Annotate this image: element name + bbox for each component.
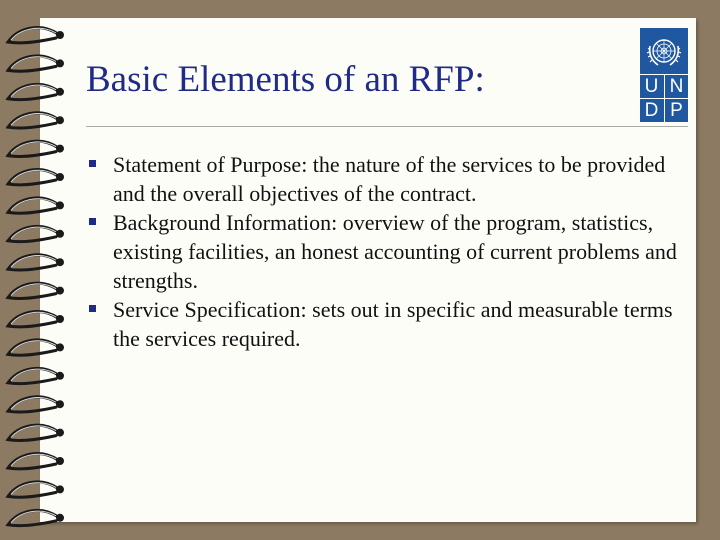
bullet-text: Statement of Purpose: the nature of the services to be provided and the overall objectives of the contract. xyxy=(113,152,666,206)
title-divider xyxy=(86,126,688,127)
bullet-text: Background Information: overview of the program, statistics, existing facilities, an honest accounting of current problems and strengths. xyxy=(113,210,677,293)
bullet-square-icon xyxy=(89,160,96,167)
binding-hole xyxy=(56,514,64,522)
binding-hole xyxy=(56,485,64,493)
binding-hole xyxy=(56,400,64,408)
binding-hole xyxy=(56,429,64,437)
binding-hole xyxy=(56,145,64,153)
binding-hole xyxy=(56,173,64,181)
binding-hole xyxy=(56,258,64,266)
spiral-binding-icon xyxy=(0,0,80,540)
logo-letter: U xyxy=(640,75,663,98)
binding-hole xyxy=(56,88,64,96)
un-emblem-icon xyxy=(644,32,684,72)
bullet-item xyxy=(86,208,686,295)
binding-hole xyxy=(56,457,64,465)
undp-logo xyxy=(640,28,688,122)
binding-hole xyxy=(56,315,64,323)
bullet-square-icon xyxy=(89,218,96,225)
slide-title: Basic Elements of an RFP: xyxy=(86,59,485,100)
binding-hole xyxy=(56,201,64,209)
binding-hole xyxy=(56,230,64,238)
binding-hole xyxy=(56,287,64,295)
binding-hole xyxy=(56,343,64,351)
bullet-text: Service Specification: sets out in specific and measurable terms the services required. xyxy=(113,297,673,351)
logo-letter: D xyxy=(640,99,663,122)
binding-hole xyxy=(56,31,64,39)
bullet-item xyxy=(86,295,686,353)
bullet-item xyxy=(86,150,686,208)
binding-hole xyxy=(56,116,64,124)
binding-hole xyxy=(56,372,64,380)
bullet-square-icon xyxy=(89,305,96,312)
logo-letter: P xyxy=(665,99,688,122)
bullet-list xyxy=(86,150,686,353)
binding-hole xyxy=(56,59,64,67)
logo-letter: N xyxy=(665,75,688,98)
